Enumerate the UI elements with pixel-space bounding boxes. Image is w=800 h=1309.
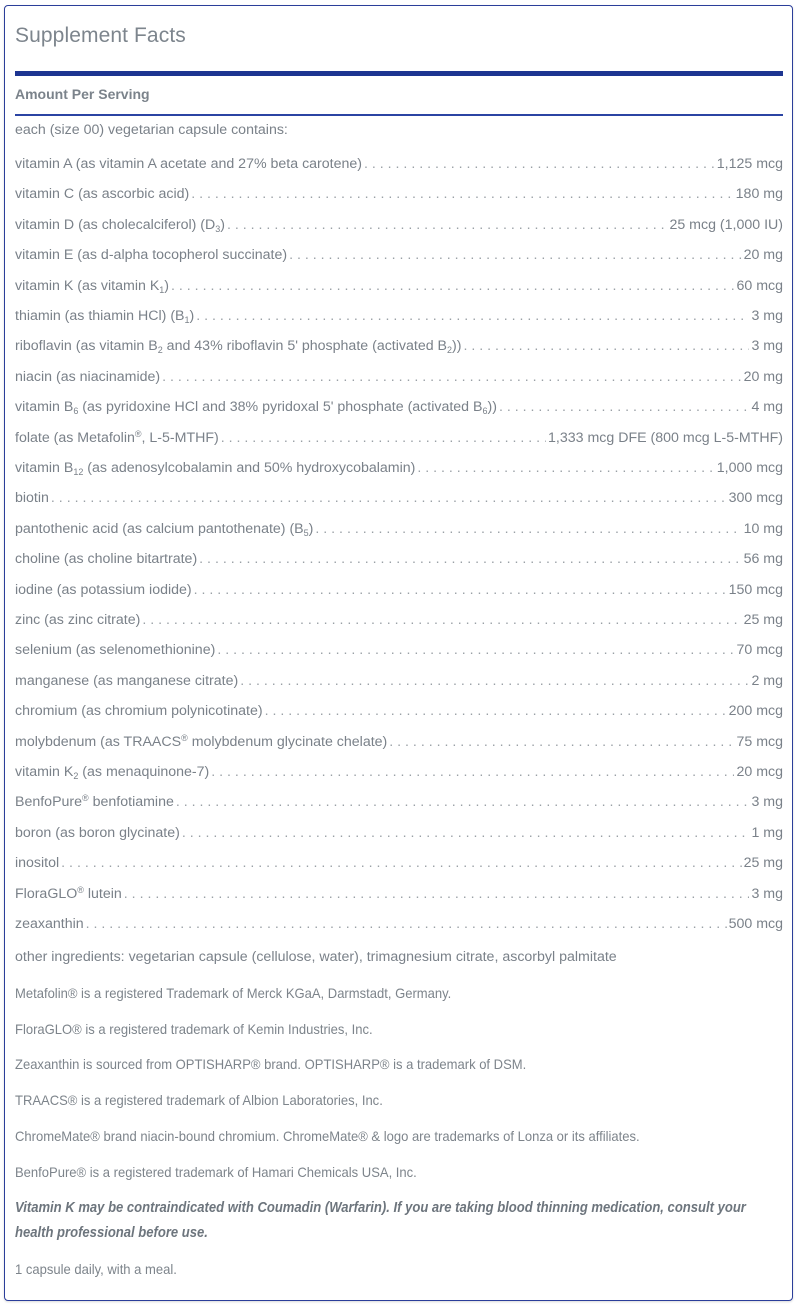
ingredient-amount: 70 mcg [736, 642, 783, 659]
ingredient-row [15, 459, 783, 477]
amount-per-serving-heading: Amount Per Serving [15, 86, 150, 102]
ingredient-row [15, 368, 783, 386]
dot-leader [196, 307, 749, 325]
ingredient-amount: 56 mg [743, 551, 783, 568]
ingredient-name: biotin [15, 490, 49, 507]
ingredient-name: FloraGLO® lutein [15, 884, 122, 902]
ingredient-name: iodine (as potassium iodide) [15, 581, 192, 598]
ingredient-name: vitamin $B_{12}$ (as adenosylcobalamin and 50% hydroxycobalamin) [15, 460, 416, 477]
ingredient-amount: 300 mcg [728, 490, 783, 507]
ingredient-amount: 1 mg [751, 824, 783, 841]
dot-leader [51, 489, 727, 507]
dot-leader [227, 216, 667, 234]
ingredient-row [15, 793, 783, 811]
ingredient-name: vitamin E (as d-alpha tocopherol succinate) [15, 247, 288, 264]
ingredient-name: vitamin $B_6$ (as pyridoxine HCl and 38% pyridoxal 5' phosphate (activated $B_6$)) [15, 399, 497, 417]
ingredient-amount: 200 mcg [728, 703, 783, 720]
ingredient-name: vitamin D (as cholecalciferol) $(D_3)$ [15, 216, 226, 234]
ingredient-row [15, 489, 783, 507]
ingredient-amount: 20 mcg [736, 764, 783, 780]
ingredient-row [15, 155, 783, 173]
directions: 1 capsule daily, with a meal. [15, 1261, 177, 1277]
ingredient-name: pantothenic acid (as calcium pantothenate) $(B_5)$ [15, 520, 314, 538]
ingredient-row [15, 307, 783, 325]
trademark-note: ChromeMate® brand niacin-bound chromium. ChromeMate® & logo are trademarks of Lonza or its affiliates. [15, 1128, 640, 1144]
ingredient-amount: 150 mcg [728, 581, 783, 598]
ingredient-amount: 3 mg [751, 885, 783, 902]
ingredient-amount: 500 mcg [728, 916, 783, 932]
dot-leader [315, 520, 741, 538]
ingredient-row [15, 216, 783, 234]
dot-leader [86, 915, 727, 933]
dot-leader [124, 885, 750, 903]
dot-leader [162, 368, 741, 386]
ingredient-amount: 4 mg [751, 399, 783, 416]
dot-leader [191, 185, 733, 203]
ingredient-amount: 75 mcg [736, 733, 783, 750]
ingredient-amount: 1,125 mcg [716, 156, 783, 172]
dot-leader [221, 429, 546, 447]
dot-leader [61, 854, 741, 872]
ingredient-amount: 25 mg [743, 855, 783, 872]
dot-leader [389, 733, 734, 751]
other-ingredients: other ingredients: vegetarian capsule (cellulose, water), trimagnesium citrate, ascorbyl palmitate [15, 949, 617, 965]
thin-divider [15, 114, 783, 116]
ingredient-amount: 3 mg [751, 338, 783, 355]
ingredient-amount: 1,333 mcg DFE (800 mcg L-5-MTHF) [548, 429, 783, 446]
dot-leader [364, 155, 715, 173]
ingredient-name: vitamin $K_2$ (as menaquinone-7) [15, 764, 210, 781]
ingredient-row [15, 277, 783, 295]
ingredient-amount: 2 mg [751, 672, 783, 689]
dot-leader [217, 641, 734, 659]
ingredient-amount: 3 mg [751, 794, 783, 811]
trademark-note: BenfoPure® is a registered trademark of Hamari Chemicals USA, Inc. [15, 1164, 417, 1180]
ingredient-name: chromium (as chromium polynicotinate) [15, 703, 263, 720]
ingredient-amount: 3 mg [751, 308, 783, 324]
ingredient-row [15, 885, 783, 903]
dot-leader [499, 398, 750, 416]
warning-text: Vitamin K may be contraindicated with Coumadin (Warfarin). If you are taking blood thinning medication, consult your health professional before use. [15, 1200, 746, 1241]
ingredient-name: selenium (as selenomethionine) [15, 642, 216, 659]
ingredient-amount: 25 mg [743, 612, 783, 628]
dot-leader [211, 763, 734, 781]
dot-leader [240, 672, 749, 690]
dot-leader [265, 702, 727, 720]
dot-leader [171, 277, 734, 295]
dot-leader [199, 550, 741, 568]
ingredient-name: vitamin A (as vitamin A acetate and 27% beta carotene) [15, 156, 363, 172]
ingredient-name: niacin (as niacinamide) [15, 368, 161, 385]
dot-leader [463, 337, 749, 355]
ingredient-row [15, 520, 783, 538]
serving-intro: each (size 00) vegetarian capsule contains: [15, 122, 288, 138]
ingredient-name: vitamin C (as ascorbic acid) [15, 186, 190, 203]
ingredient-row [15, 185, 783, 203]
ingredient-amount: 180 mg [735, 186, 783, 203]
trademark-note: FloraGLO® is a registered trademark of Kemin Industries, Inc. [15, 1021, 373, 1037]
ingredient-amount: 25 mcg (1,000 IU) [669, 216, 783, 233]
ingredient-name: zinc (as zinc citrate) [15, 612, 141, 628]
ingredient-row [15, 581, 783, 599]
dot-leader [194, 581, 727, 599]
ingredient-row [15, 641, 783, 659]
ingredient-name: boron (as boron glycinate) [15, 824, 180, 841]
ingredient-amount: 20 mg [743, 368, 783, 385]
ingredient-row [15, 550, 783, 568]
ingredient-name: molybdenum (as TRAACS® molybdenum glycinate chelate) [15, 732, 388, 750]
ingredient-row [15, 854, 783, 872]
ingredient-row [15, 246, 783, 264]
ingredient-name: folate (as Metafolin®, L-5-MTHF) [15, 428, 219, 446]
ingredient-row [15, 915, 783, 933]
ingredient-name: choline (as choline bitartrate) [15, 551, 198, 568]
ingredient-row [15, 672, 783, 690]
ingredient-amount: 60 mcg [736, 277, 783, 294]
dot-leader [289, 246, 741, 264]
ingredient-row [15, 824, 783, 842]
dot-leader [176, 793, 750, 811]
ingredient-name: riboflavin (as vitamin $B_2$ and 43% riboflavin 5' phosphate (activated $B_2$)) [15, 338, 462, 356]
ingredient-row [15, 398, 783, 416]
ingredient-amount: 20 mg [743, 247, 783, 264]
ingredient-name: manganese (as manganese citrate) [15, 672, 239, 689]
ingredient-name: BenfoPure® benfotiamine [15, 793, 174, 811]
panel-title: Supplement Facts [15, 24, 186, 47]
thick-divider [15, 71, 783, 76]
ingredient-amount: 1,000 mcg [716, 460, 783, 476]
ingredient-row [15, 702, 783, 720]
ingredient-row [15, 429, 783, 447]
ingredient-row [15, 611, 783, 629]
dot-leader [182, 824, 750, 842]
ingredient-amount: 10 mg [743, 520, 783, 537]
trademark-note: Zeaxanthin is sourced from OPTISHARP® brand. OPTISHARP® is a trademark of DSM. [15, 1056, 527, 1072]
ingredient-name: inositol [15, 855, 60, 872]
dot-leader [417, 459, 714, 477]
ingredient-name: vitamin K (as vitamin $K_1$) [15, 277, 170, 295]
trademark-note: TRAACS® is a registered trademark of Albion Laboratories, Inc. [15, 1092, 383, 1108]
ingredient-row [15, 733, 783, 751]
ingredient-row [15, 337, 783, 355]
ingredient-name: thiamin (as thiamin HCl) $(B_1)$ [15, 308, 195, 325]
trademark-note: Metafolin® is a registered Trademark of Merck KGaA, Darmstadt, Germany. [15, 985, 452, 1001]
ingredient-name: zeaxanthin [15, 916, 84, 932]
ingredient-row [15, 763, 783, 781]
dot-leader [142, 611, 741, 629]
